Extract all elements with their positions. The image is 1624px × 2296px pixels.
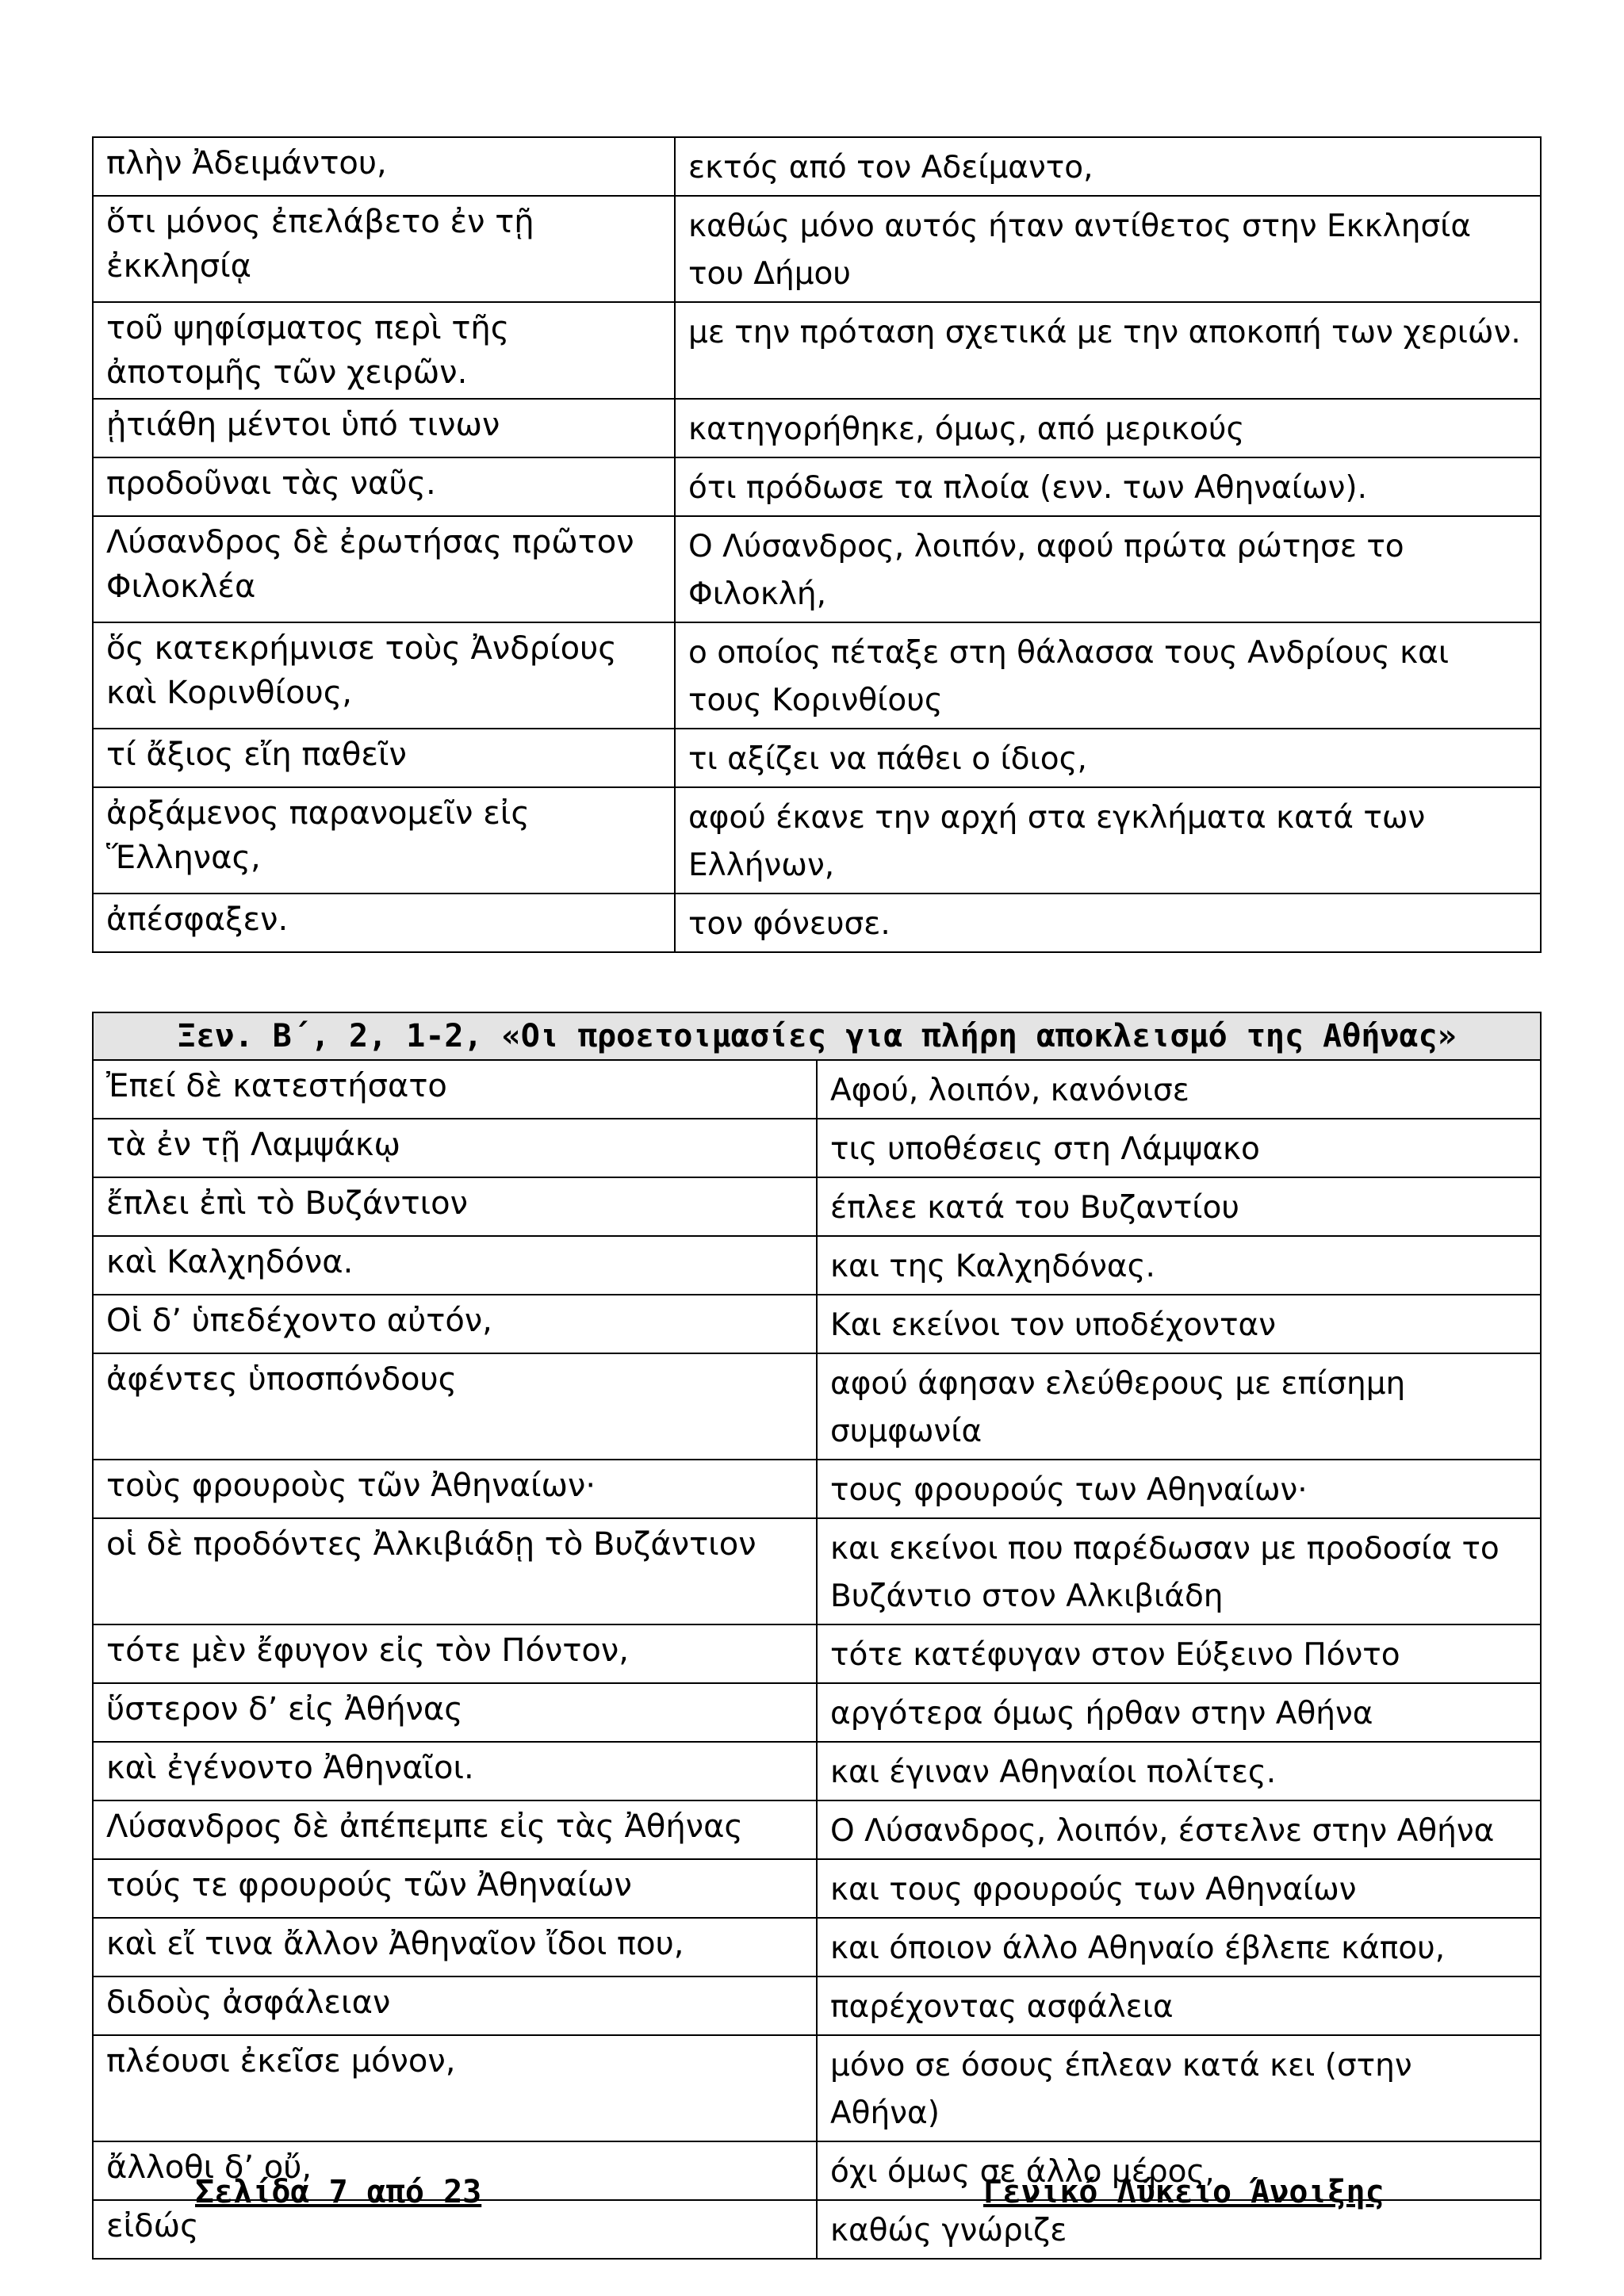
section-title: Ξεν. Β΄, 2, 1-2, «Οι προετοιμασίες για πλήρη αποκλεισμό της Αθήνας» <box>93 1012 1541 1060</box>
modern-greek-translation: αφού έκανε την αρχή στα εγκλήματα κατά των Ελλήνων, <box>675 787 1541 894</box>
modern-greek-translation: όχι όμως σε άλλο μέρος, <box>817 2141 1541 2200</box>
ancient-greek-text: ἀρξάμενος παρανομεῖν εἰς Ἕλληνας, <box>93 787 675 894</box>
table-row <box>93 1060 1541 1119</box>
modern-greek-translation: αργότερα όμως ήρθαν στην Αθήνα <box>817 1683 1541 1742</box>
table-row <box>93 516 1541 622</box>
table-row <box>93 729 1541 787</box>
table-row <box>93 894 1541 952</box>
modern-greek-translation: τι αξίζει να πάθει ο ίδιος, <box>675 729 1541 787</box>
ancient-greek-text: ὅς κατεκρήμνισε τοὺς Ἀνδρίους καὶ Κορινθίους, <box>93 622 675 729</box>
table-row <box>93 137 1541 196</box>
ancient-greek-text: τοὺς φρουροὺς τῶν Ἀθηναίων· <box>93 1460 817 1518</box>
modern-greek-translation: καθώς γνώριζε <box>817 2200 1541 2259</box>
ancient-greek-text: Λύσανδρος δὲ ἐρωτήσας πρῶτον Φιλοκλέα <box>93 516 675 622</box>
modern-greek-translation: τον φόνευσε. <box>675 894 1541 952</box>
table-row <box>93 1518 1541 1624</box>
ancient-greek-text: καὶ εἴ τινα ἄλλον Ἀθηναῖον ἴδοι που, <box>93 1918 817 1976</box>
ancient-greek-text: ὅτι μόνος ἐπελάβετο ἐν τῇ ἐκκλησίᾳ <box>93 196 675 302</box>
table-row <box>93 302 1541 399</box>
table-row <box>93 1353 1541 1460</box>
ancient-greek-text: Ἐπεί δὲ κατεστήσατο <box>93 1060 817 1119</box>
table-row <box>93 1918 1541 1976</box>
page-number: Σελίδα 7 από 23 <box>195 2174 482 2210</box>
table-row <box>93 1295 1541 1353</box>
ancient-greek-text: διδοὺς ἀσφάλειαν <box>93 1976 817 2035</box>
modern-greek-translation: και όποιον άλλο Αθηναίο έβλεπε κάπου, <box>817 1918 1541 1976</box>
modern-greek-translation: καθώς μόνο αυτός ήταν αντίθετος στην Εκκλησία του Δήμου <box>675 196 1541 302</box>
school-name: Γενικό Λύκειο Άνοιξης <box>983 2174 1385 2210</box>
table-row <box>93 1859 1541 1918</box>
ancient-greek-text: οἱ δὲ προδόντες Ἀλκιβιάδῃ τὸ Βυζάντιον <box>93 1518 817 1624</box>
ancient-greek-text: Οἱ δ’ ὑπεδέχοντο αὐτόν, <box>93 1295 817 1353</box>
table-row <box>93 196 1541 302</box>
modern-greek-translation: και εκείνοι που παρέδωσαν με προδοσία το Βυζάντιο στον Αλκιβιάδη <box>817 1518 1541 1624</box>
ancient-greek-text: προδοῦναι τὰς ναῦς. <box>93 457 675 516</box>
table-row <box>93 1683 1541 1742</box>
table-row <box>93 1236 1541 1295</box>
table-row <box>93 1624 1541 1683</box>
modern-greek-translation: κατηγορήθηκε, όμως, από μερικούς <box>675 399 1541 457</box>
ancient-greek-text: καὶ ἐγένοντο Ἀθηναῖοι. <box>93 1742 817 1800</box>
modern-greek-translation: έπλεε κατά του Βυζαντίου <box>817 1177 1541 1236</box>
table-body <box>93 1060 1541 2259</box>
ancient-greek-text: καὶ Καλχηδόνα. <box>93 1236 817 1295</box>
ancient-greek-text: ᾐτιάθη μέντοι ὑπό τινων <box>93 399 675 457</box>
modern-greek-translation: Και εκείνοι τον υποδέχονταν <box>817 1295 1541 1353</box>
ancient-greek-text: τότε μὲν ἔφυγον εἰς τὸν Πόντον, <box>93 1624 817 1683</box>
modern-greek-translation: εκτός από τον Αδείμαντο, <box>675 137 1541 196</box>
modern-greek-translation: Ο Λύσανδρος, λοιπόν, αφού πρώτα ρώτησε το Φιλοκλή, <box>675 516 1541 622</box>
table-row <box>93 1800 1541 1859</box>
ancient-greek-text: τὰ ἐν τῇ Λαμψάκῳ <box>93 1119 817 1177</box>
table-row <box>93 622 1541 729</box>
modern-greek-translation: και έγιναν Αθηναίοι πολίτες. <box>817 1742 1541 1800</box>
ancient-greek-text: ἀφέντες ὑποσπόνδους <box>93 1353 817 1460</box>
table-row <box>93 1742 1541 1800</box>
ancient-greek-text: τί ἄξιος εἴη παθεῖν <box>93 729 675 787</box>
modern-greek-translation: τότε κατέφυγαν στον Εύξεινο Πόντο <box>817 1624 1541 1683</box>
modern-greek-translation: και τους φρουρούς των Αθηναίων <box>817 1859 1541 1918</box>
modern-greek-translation: μόνο σε όσους έπλεαν κατά κει (στην Αθήνα) <box>817 2035 1541 2141</box>
table-row <box>93 2035 1541 2141</box>
table-row <box>93 399 1541 457</box>
translation-table-2 <box>92 1012 1542 2260</box>
modern-greek-translation: παρέχοντας ασφάλεια <box>817 1976 1541 2035</box>
table-row <box>93 1177 1541 1236</box>
modern-greek-translation: τις υποθέσεις στη Λάμψακο <box>817 1119 1541 1177</box>
modern-greek-translation: τους φρουρούς των Αθηναίων· <box>817 1460 1541 1518</box>
ancient-greek-text: ἄλλοθι δ’ οὔ, <box>93 2141 817 2200</box>
table-row <box>93 457 1541 516</box>
translation-table-1 <box>92 136 1542 953</box>
table-row <box>93 787 1541 894</box>
modern-greek-translation: και της Καλχηδόνας. <box>817 1236 1541 1295</box>
ancient-greek-text: τοῦ ψηφίσματος περὶ τῆς ἀποτομῆς τῶν χειρῶν. <box>93 302 675 399</box>
table-row <box>93 1976 1541 2035</box>
modern-greek-translation: Αφού, λοιπόν, κανόνισε <box>817 1060 1541 1119</box>
table-row <box>93 1119 1541 1177</box>
ancient-greek-text: πλέουσι ἐκεῖσε μόνον, <box>93 2035 817 2141</box>
ancient-greek-text: εἰδώς <box>93 2200 817 2259</box>
modern-greek-translation: με την πρόταση σχετικά με την αποκοπή των χεριών. <box>675 302 1541 399</box>
modern-greek-translation: Ο Λύσανδρος, λοιπόν, έστελνε στην Αθήνα <box>817 1800 1541 1859</box>
table-body <box>93 137 1541 952</box>
ancient-greek-text: Λύσανδρος δὲ ἀπέπεμπε εἰς τὰς Ἀθήνας <box>93 1800 817 1859</box>
modern-greek-translation: αφού άφησαν ελεύθερους με επίσημη συμφωνία <box>817 1353 1541 1460</box>
ancient-greek-text: ἀπέσφαξεν. <box>93 894 675 952</box>
modern-greek-translation: ο οποίος πέταξε στη θάλασσα τους Ανδρίους και τους Κορινθίους <box>675 622 1541 729</box>
ancient-greek-text: πλὴν Ἀδειμάντου, <box>93 137 675 196</box>
table-row <box>93 1460 1541 1518</box>
modern-greek-translation: ότι πρόδωσε τα πλοία (ενν. των Αθηναίων). <box>675 457 1541 516</box>
ancient-greek-text: τούς τε φρουρούς τῶν Ἀθηναίων <box>93 1859 817 1918</box>
table-header-row <box>93 1012 1541 1060</box>
ancient-greek-text: ἔπλει ἐπὶ τὸ Βυζάντιον <box>93 1177 817 1236</box>
ancient-greek-text: ὕστερον δ’ εἰς Ἀθήνας <box>93 1683 817 1742</box>
